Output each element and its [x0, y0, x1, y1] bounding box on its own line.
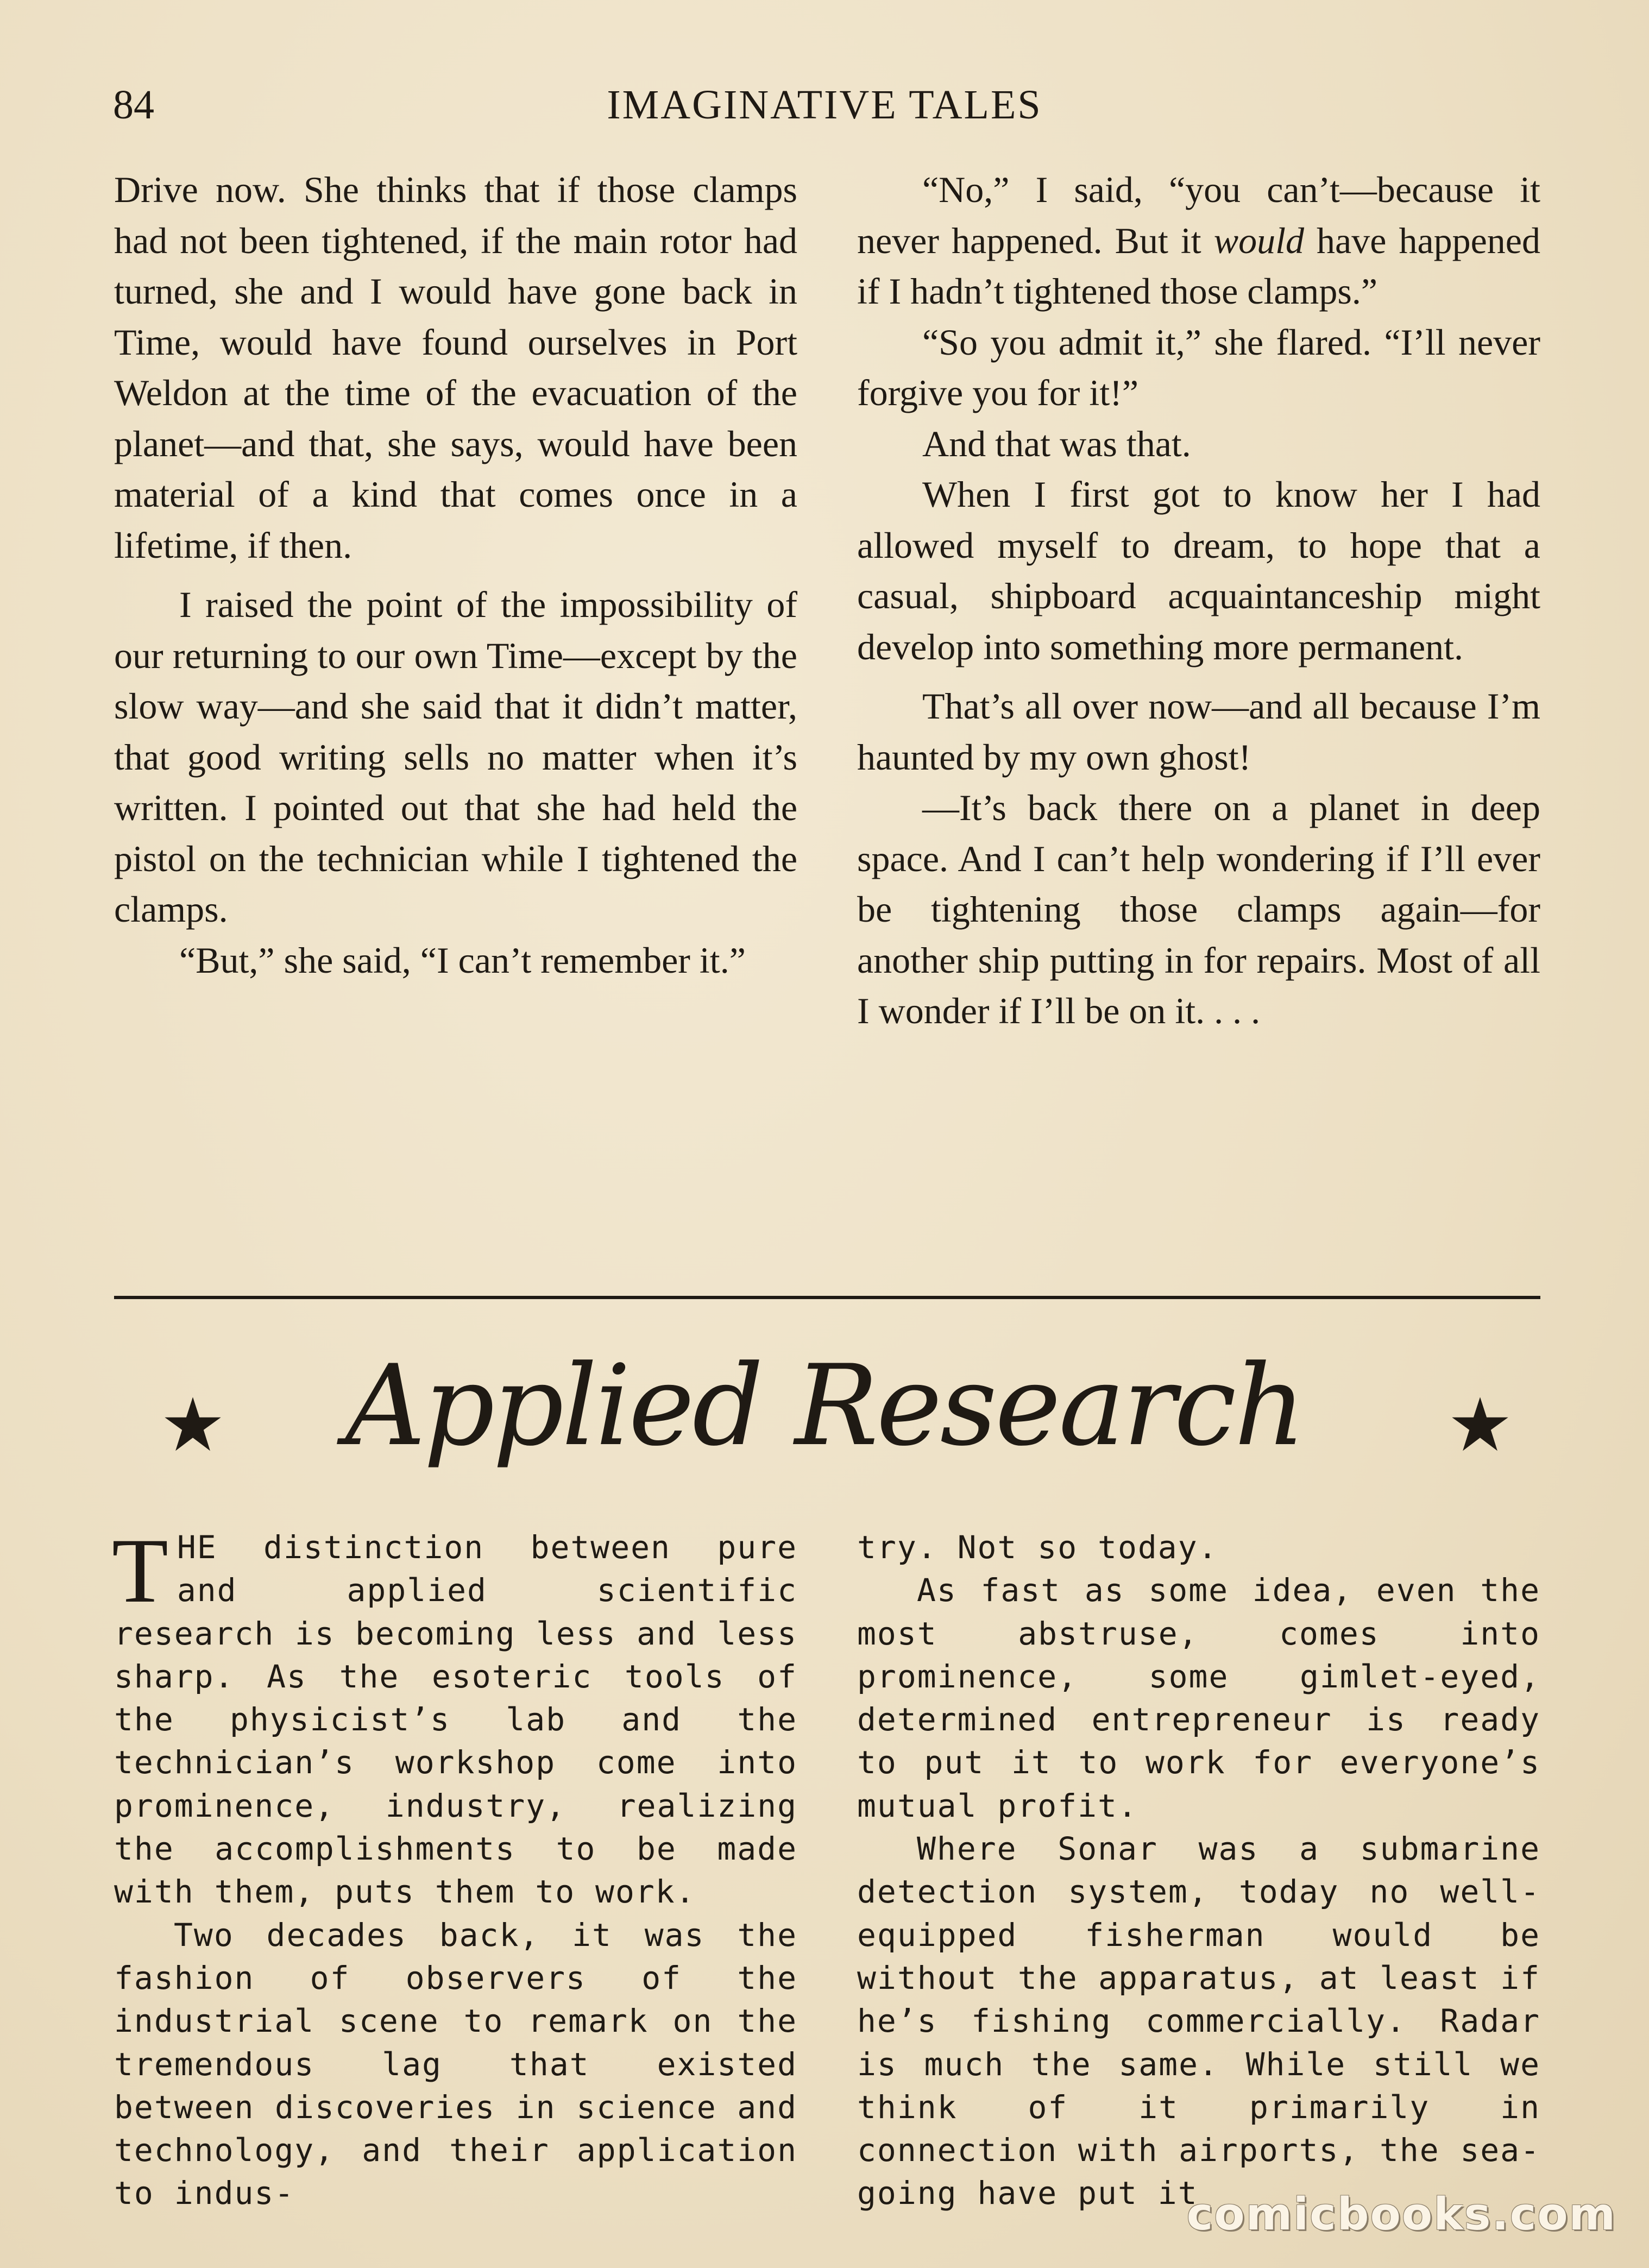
article-title: Applied Research: [345, 1341, 1304, 1471]
running-head: IMAGINATIVE TALES: [607, 82, 1042, 128]
story-text: “No,” I said, “you can’t—because it never happened. But it: [857, 169, 1540, 261]
story-column-right: [857, 165, 1540, 1037]
story-column-left: [114, 165, 797, 986]
story-paragraph: I raised the point of the impossibility of our returning to our own Time—except by the slow way—and she said that it didn’t matter, that good writing sells no matter when it’s written. I pointed out that she had held the pistol on the technician while I tightened the clamps.: [114, 584, 797, 930]
star-icon: [1450, 1395, 1510, 1454]
story-paragraph: Drive now. She thinks that if those clamps had not been tightened, if the main rotor had turned, she and I would have gone back in Time, would have found ourselves in Port Weldon at the time of the evacuation of the planet—and that, she says, would have been material of a kind that comes once in a lifetime, if then.: [114, 169, 797, 566]
article-column-right: [857, 1526, 1540, 2215]
story-emphasis: would: [1213, 219, 1304, 261]
story-paragraph: —It’s back there on a planet in deep space. And I can’t help wondering if I’ll ever be tightening those clamps again—for another ship putting in for repairs. Most of all I wonder if I’ll be on it. . . .: [857, 787, 1540, 1031]
story-paragraph: That’s all over now—and all because I’m haunted by my own ghost!: [857, 685, 1540, 778]
article-paragraph: try. Not so today.: [857, 1529, 1218, 1566]
story-paragraph: [857, 165, 1540, 317]
watermark: comicbooks.com: [1186, 2189, 1616, 2240]
section-divider: [114, 1296, 1540, 1299]
story-paragraph: And that was that.: [922, 423, 1191, 464]
story-text: have happened if I hadn’t tightened those clamps.”: [857, 219, 1540, 312]
story-paragraph: When I first got to know her I had allowed myself to dream, to hope that a casual, shipboard acquaintanceship might develop into something more permanent.: [857, 474, 1540, 667]
drop-cap: T: [112, 1520, 169, 1622]
page-number: 84: [113, 82, 154, 128]
article-paragraph: [112, 1520, 797, 1914]
article-paragraph: As fast as some idea, even the most abstruse, comes into prominence, some gimlet-eyed, determined entrepreneur is ready to put it to work for everyone’s mutual profit.: [857, 1572, 1540, 1824]
article-text: HE distinction between pure and applied scientific research is becoming less and less sharp. As the esoteric tools of the physicist’s lab and the technician’s workshop come into prominence, industry, realizing the accomplishments to be made with them, puts them to work.: [114, 1529, 797, 1911]
story-paragraph: “So you admit it,” she flared. “I’ll never forgive you for it!”: [857, 321, 1540, 413]
article-column-left: [112, 1520, 797, 2215]
article-paragraph: Where Sonar was a submarine detection system, today no well-equipped fisherman would be without the apparatus, at least if he’s fishing commercially. Radar is much the same. While still we think of it primarily in connection with airports, the sea-going have put it: [857, 1830, 1540, 2212]
article-paragraph: Two decades back, it was the fashion of observers of the industrial scene to remark on the tremendous lag that existed between discoveries in science and technology, and their application to indus-: [114, 1916, 797, 2212]
story-paragraph: “But,” she said, “I can’t remember it.”: [179, 939, 746, 981]
